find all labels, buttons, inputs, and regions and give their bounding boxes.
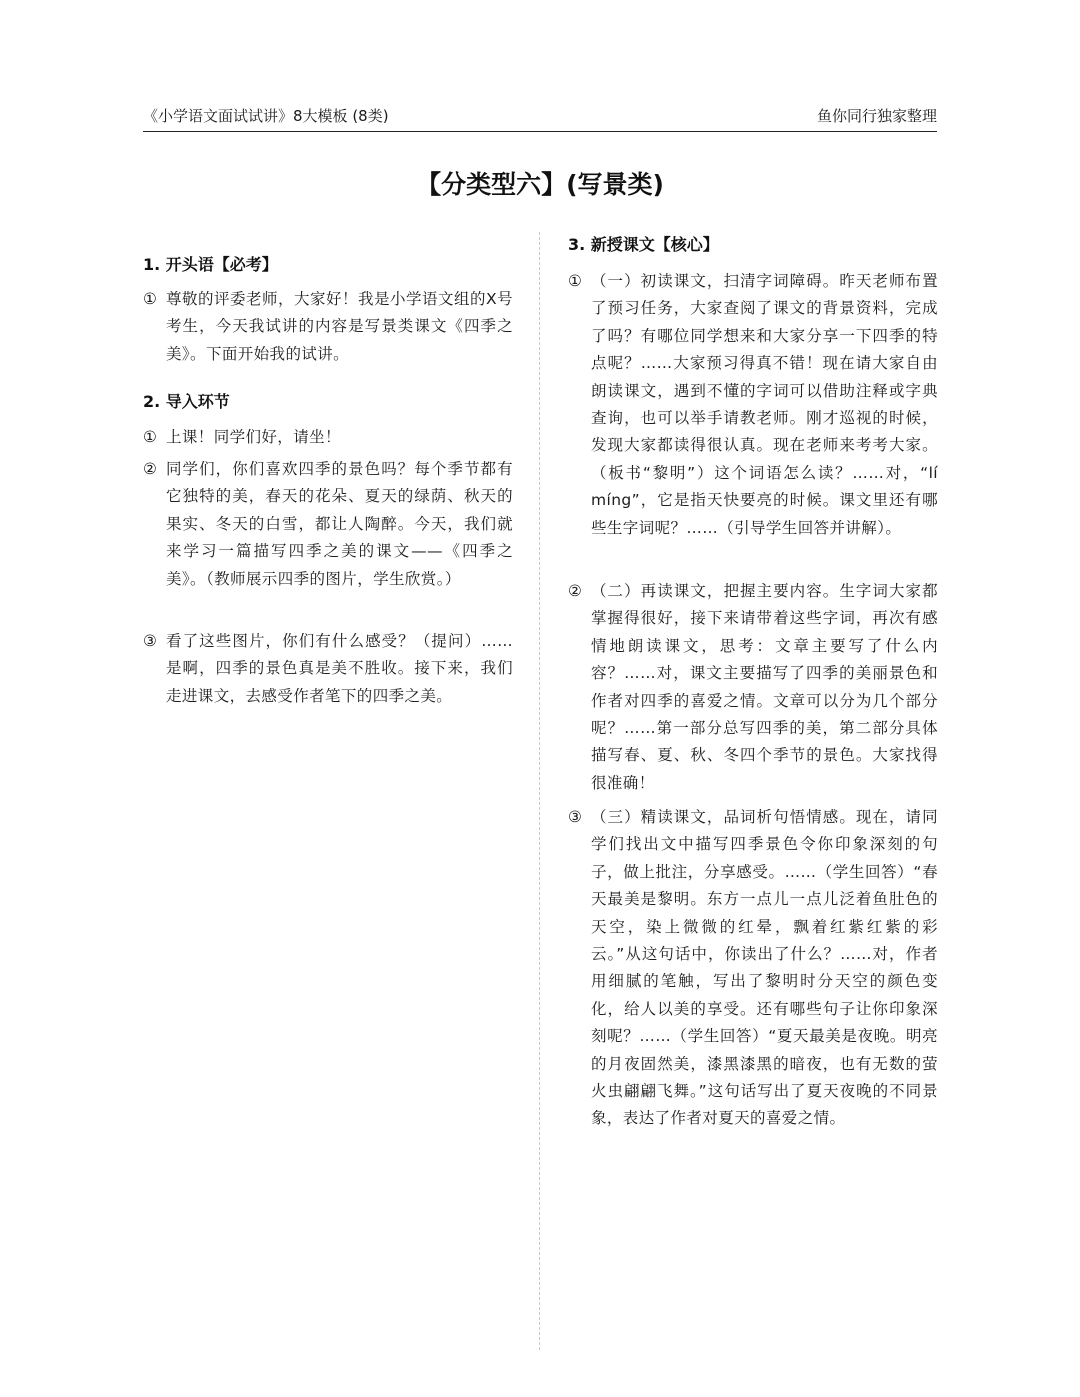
lesson-paragraph-2	[568, 578, 938, 797]
lesson-paragraph-3	[568, 804, 938, 1133]
paragraph-text: （三）精读课文，品词析句悟情感。现在，请同学们找出文中描写四季景色令你印象深刻的句子，做上批注，分享感受。……（学生回答）“春天最美是黎明。东方一点儿一点儿泛着鱼肚色的天空，染上微微的红晕，飘着红紫红紫的彩云。”从这句话中，你读出了什么？……对，作者用细腻的笔触，写出了黎明时分天空的颜色变化，给人以美的享受。还有哪些句子让你印象深刻呢？……（学生回答）“夏天最美是夜晚。明亮的月夜固然美，漆黑漆黑的暗夜，也有无数的萤火虫翩翩飞舞。”这句话写出了夏天夜晚的不同景象，表达了作者对夏天的喜爱之情。	[591, 808, 938, 1128]
paragraph-text: 看了这些图片，你们有什么感受？（提问）……是啊，四季的景色真是美不胜收。接下来，我们走进课文，去感受作者笔下的四季之美。	[166, 632, 513, 705]
section-title-introduction: 2. 导入环节	[143, 392, 230, 411]
paragraph-number: ①	[143, 428, 158, 446]
paragraph-text: 尊敬的评委老师，大家好！我是小学语文组的X号考生，今天我试讲的内容是写景类课文《四季之美》。下面开始我的试讲。	[166, 290, 513, 363]
section-title-opening: 1. 开头语【必考】	[143, 255, 278, 274]
column-divider	[539, 232, 540, 1350]
paragraph-number: ③	[568, 808, 583, 826]
paragraph-number: ①	[143, 290, 158, 308]
intro-paragraph-3	[143, 628, 513, 710]
paragraph-text: 同学们，你们喜欢四季的景色吗？每个季节都有它独特的美，春天的花朵、夏天的绿荫、秋天的果实、冬天的白雪，都让人陶醉。今天，我们就来学习一篇描写四季之美的课文——《四季之美》。（教师展示四季的图片，学生欣赏。）	[166, 460, 513, 588]
paragraph-text: （二）再读课文，把握主要内容。生字词大家都掌握得很好，接下来请带着这些字词，再次有感情地朗读课文，思考：文章主要写了什么内容？……对，课文主要描写了四季的美丽景色和作者对四季的喜爱之情。文章可以分为几个部分呢？……第一部分总写四季的美，第二部分具体描写春、夏、秋、冬四个季节的景色。大家找得很准确！	[591, 582, 938, 792]
lesson-paragraph-1	[568, 268, 938, 542]
intro-paragraph-1	[143, 424, 513, 451]
paragraph-text: （一）初读课文，扫清字词障碍。昨天老师布置了预习任务，大家查阅了课文的背景资料，完成了吗？有哪位同学想来和大家分享一下四季的特点呢？……大家预习得真不错！现在请大家自由朗读课文，遇到不懂的字词可以借助注释或字典查询，也可以举手请教老师。刚才巡视的时候，发现大家都读得很认真。现在老师来考考大家。（板书“黎明”）这个词语怎么读？……对，“lí míng”，它是指天快要亮的时候。课文里还有哪些生字词呢？……（引导学生回答并讲解）。	[591, 272, 938, 537]
header-rule	[143, 131, 937, 132]
section-title-new-lesson: 3. 新授课文【核心】	[568, 235, 719, 254]
header-author: 鱼你同行独家整理	[816, 107, 937, 125]
paragraph-text: 上课！同学们好，请坐！	[166, 428, 341, 446]
paragraph-number: ③	[143, 632, 158, 650]
intro-paragraph-2	[143, 456, 513, 593]
paragraph-number: ①	[568, 272, 583, 290]
paragraph-number: ②	[568, 582, 583, 600]
opening-paragraph-1	[143, 286, 513, 368]
page-title: 【分类型六】(写景类)	[416, 170, 664, 199]
header-document-title: 《小学语文面试试讲》8大模板 (8类)	[143, 107, 389, 125]
page-header	[143, 103, 937, 129]
paragraph-number: ②	[143, 460, 158, 478]
